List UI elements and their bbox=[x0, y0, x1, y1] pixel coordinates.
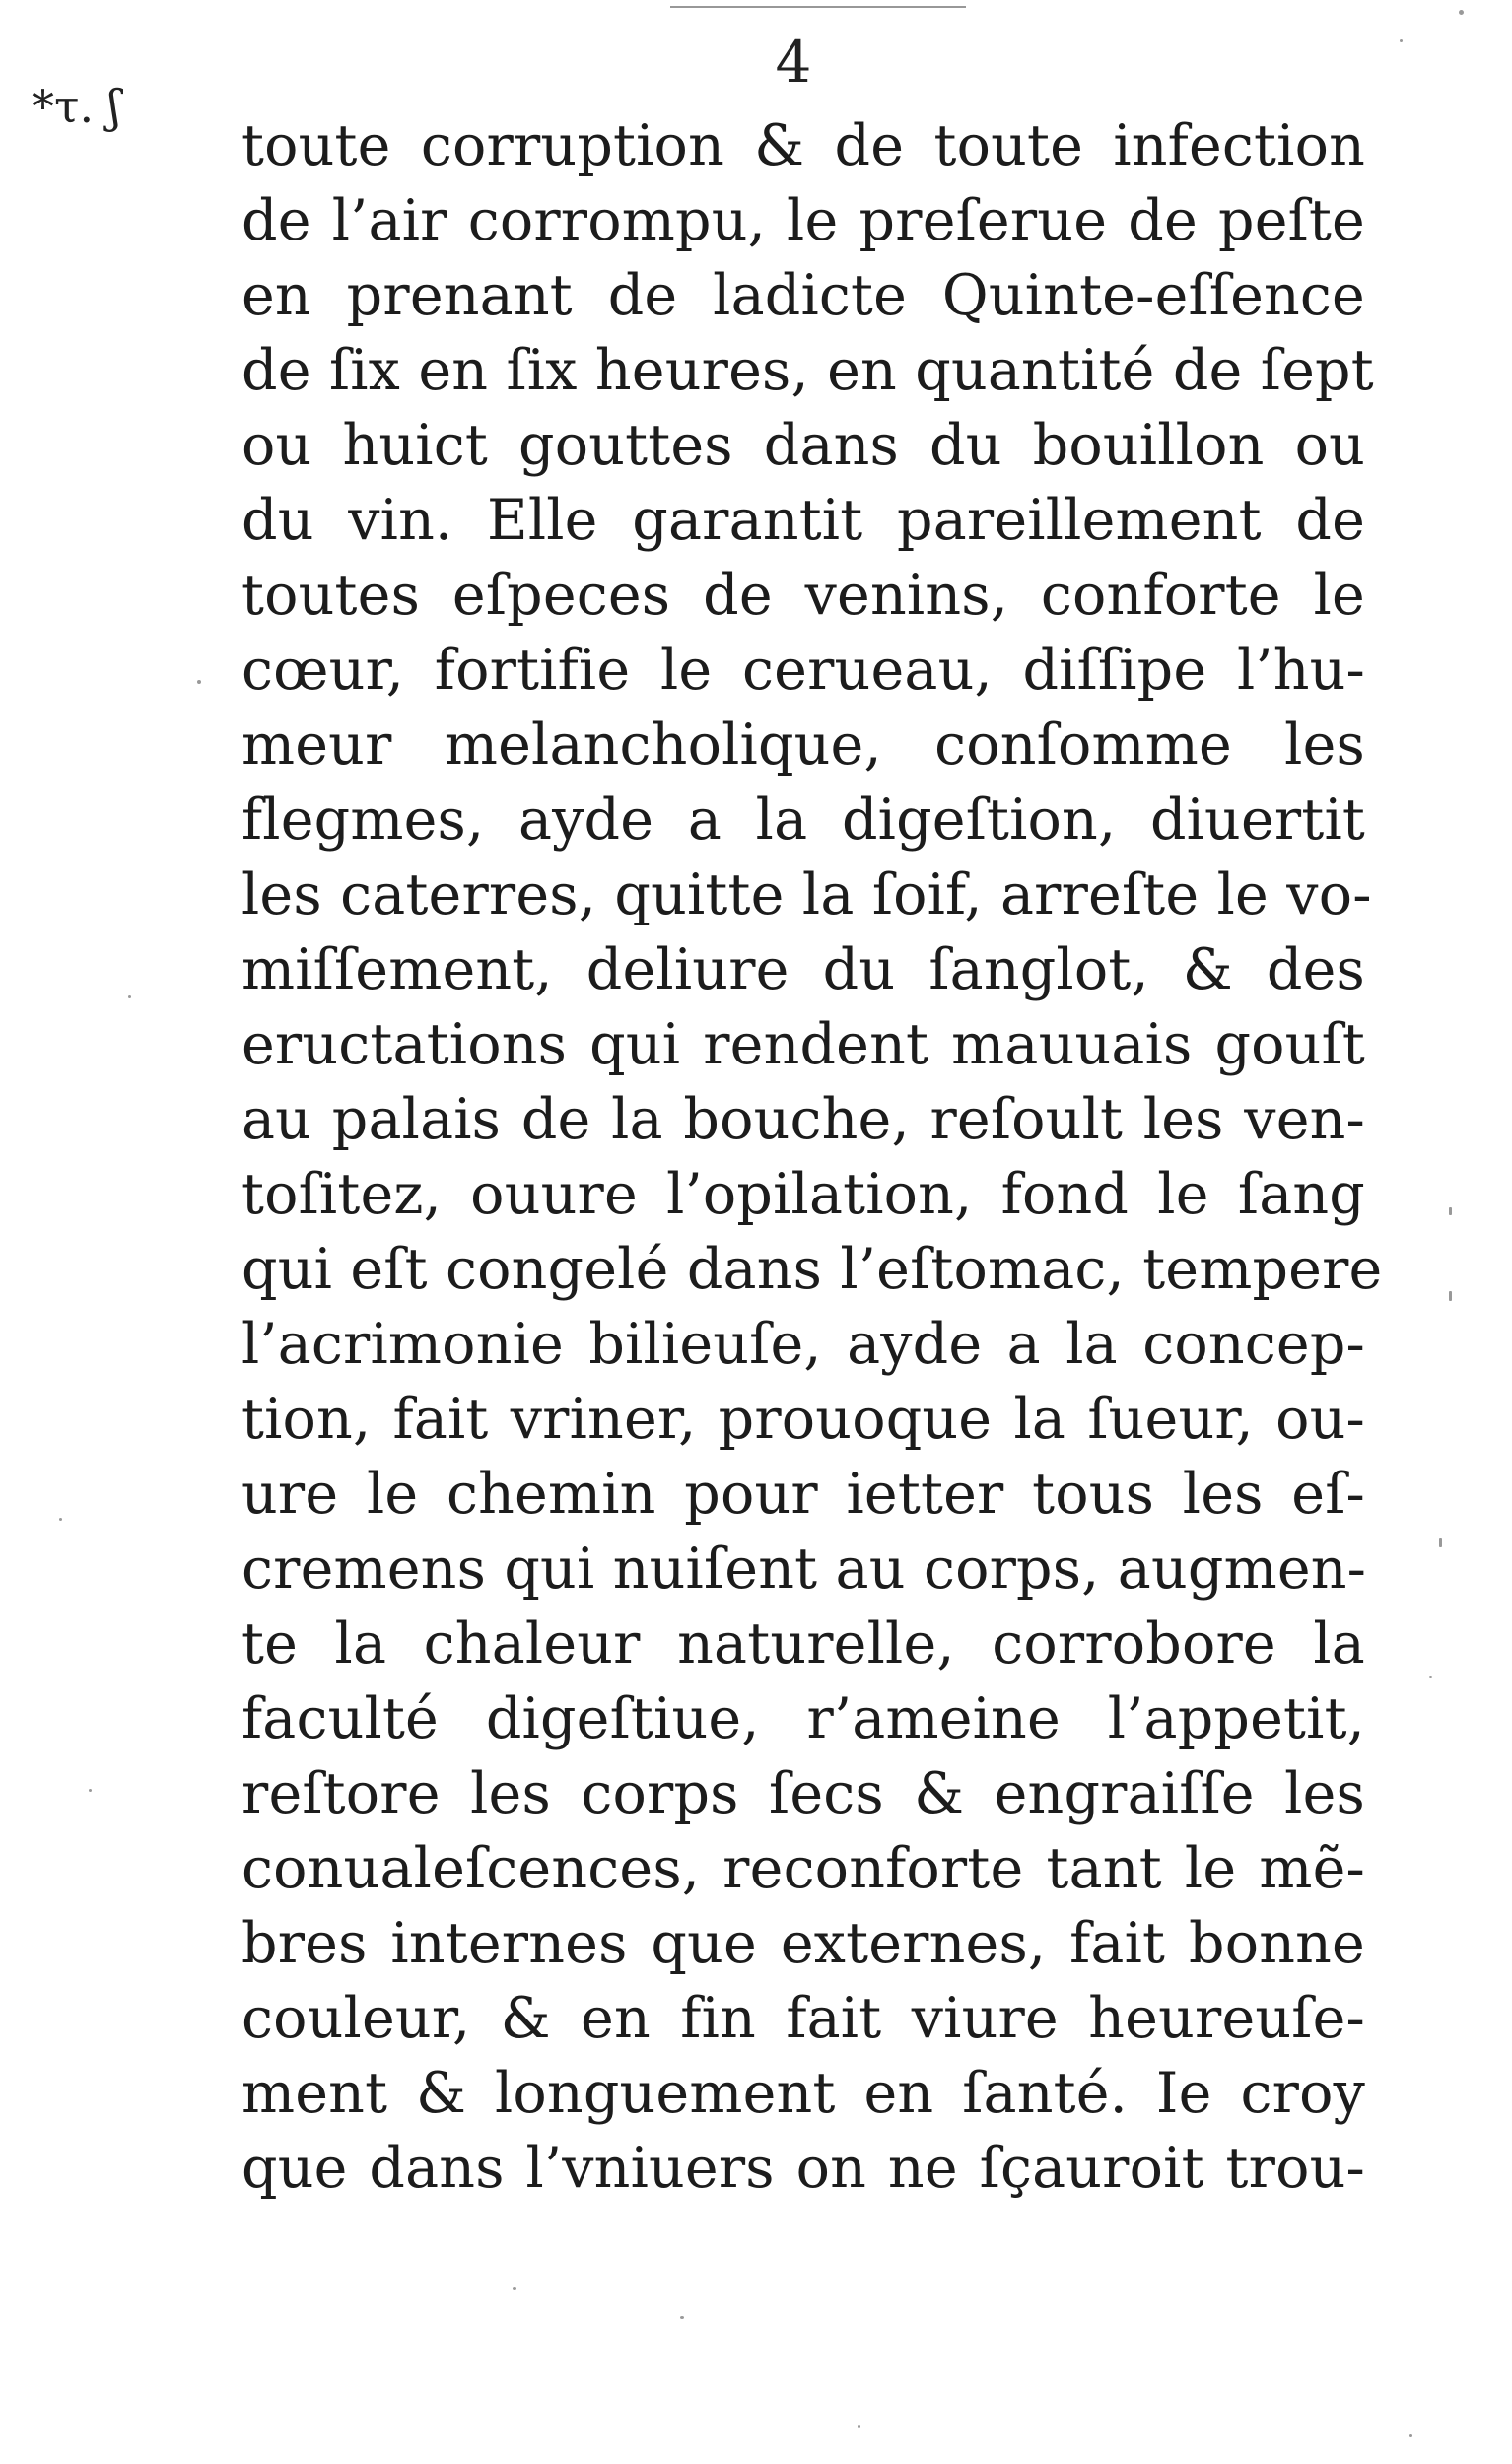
text-line: bres internes que externes, fait bonne bbox=[241, 1911, 1365, 1976]
page-number: 4 bbox=[775, 29, 812, 96]
text-line: faculté digeſtiue, r’ameine l’appetit, bbox=[241, 1686, 1365, 1751]
text-line: toute corruption & de toute infection bbox=[241, 113, 1365, 178]
text-line: ou huict gouttes dans du bouillon ou bbox=[241, 413, 1365, 478]
margin-annotation: *τ. ʃ bbox=[32, 80, 121, 133]
text-line: l’acrimonie bilieuſe, ayde a la concep- bbox=[241, 1312, 1365, 1377]
scan-speck bbox=[1439, 1538, 1442, 1547]
scan-speck bbox=[89, 1789, 92, 1792]
scan-speck bbox=[59, 1518, 62, 1521]
text-line: te la chaleur naturelle, corrobore la bbox=[241, 1611, 1365, 1677]
text-line: couleur, & en fin fait viure heureuſe- bbox=[241, 1986, 1365, 2051]
scan-speck bbox=[197, 680, 201, 684]
text-line: cœur, fortifie le cerueau, diſſipe l’hu- bbox=[241, 638, 1365, 703]
text-line: cremens qui nuiſent au corps, augmen- bbox=[241, 1537, 1367, 1602]
text-line: reſtore les corps ſecs & engraiſſe les bbox=[241, 1761, 1365, 1826]
text-line: qui eſt congelé dans l’eſtomac, tempere bbox=[241, 1237, 1383, 1302]
text-line: en prenant de ladicte Quinte-eſſence bbox=[241, 263, 1365, 328]
text-line: flegmes, ayde a la digeſtion, diuertit bbox=[241, 787, 1365, 853]
text-line: eructations qui rendent mauuais gouſt bbox=[241, 1012, 1365, 1077]
text-line: de ſix en ſix heures, en quantité de ſept bbox=[241, 338, 1374, 403]
text-line: toſitez, ouure l’opilation, fond le ſang bbox=[241, 1162, 1365, 1227]
scan-speck bbox=[858, 2425, 860, 2428]
top-rule bbox=[670, 6, 966, 8]
text-line: les caterres, quitte la ſoif, arreſte le vo- bbox=[241, 862, 1372, 927]
scan-speck bbox=[1429, 1676, 1432, 1678]
text-line: tion, fait vriner, prouoque la ſueur, ou- bbox=[241, 1387, 1365, 1452]
text-line: ment & longuement en ſanté. Ie croy bbox=[241, 2061, 1365, 2126]
scan-speck bbox=[513, 2287, 516, 2290]
scan-speck bbox=[1400, 39, 1403, 42]
text-line: de l’air corrompu, le preſerue de peſte bbox=[241, 188, 1365, 253]
text-line: miſſement, deliure du ſanglot, & des bbox=[241, 937, 1365, 1002]
scan-speck bbox=[128, 995, 131, 998]
text-line: au palais de la bouche, reſoult les ven- bbox=[241, 1087, 1365, 1152]
scan-speck bbox=[1449, 1291, 1452, 1301]
text-line: ure le chemin pour ietter tous les eſ- bbox=[241, 1462, 1365, 1527]
scan-speck bbox=[1409, 2434, 1412, 2437]
text-line: conualeſcences, reconforte tant le mẽ- bbox=[241, 1836, 1365, 1901]
scan-speck bbox=[1449, 1207, 1452, 1215]
scan-speck bbox=[1459, 10, 1464, 15]
text-line: du vin. Elle garantit pareillement de bbox=[241, 488, 1365, 553]
text-line: toutes eſpeces de venins, conforte le bbox=[241, 563, 1365, 628]
text-line: que dans l’vniuers on ne ſçauroit trou- bbox=[241, 2136, 1365, 2201]
scan-speck bbox=[680, 2316, 684, 2319]
text-line: meur melancholique, conſomme les bbox=[241, 713, 1365, 778]
body-text bbox=[241, 108, 1383, 2206]
